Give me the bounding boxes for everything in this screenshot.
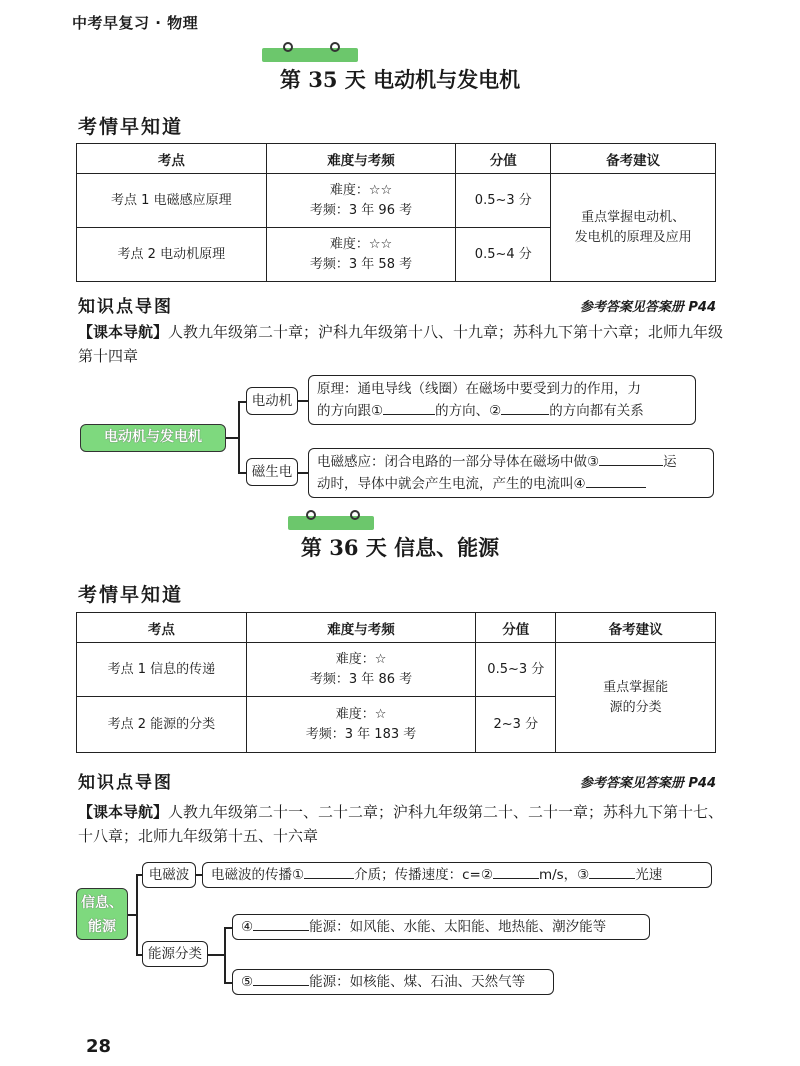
connector-line xyxy=(224,982,232,984)
difficulty-text: 难度：☆☆ xyxy=(329,236,393,252)
frequency-text: 考频：3 年 183 考 xyxy=(305,726,417,742)
col-header-advice: 备考建议 xyxy=(556,613,716,643)
frequency-text: 考频：3 年 86 考 xyxy=(309,671,413,687)
induction-line xyxy=(317,451,705,473)
text-fragment: 运 xyxy=(663,454,677,470)
day36-map-head: 知识点导图 xyxy=(78,773,173,793)
binder-ring-icon xyxy=(306,510,316,520)
day35-map-head: 知识点导图 xyxy=(78,297,173,317)
connector-line xyxy=(224,927,232,929)
score-cell: 2~3 分 xyxy=(476,697,556,753)
day35-info-table xyxy=(76,143,716,282)
score-cell: 0.5~4 分 xyxy=(456,228,551,282)
table-row xyxy=(77,174,716,228)
text-fragment: 电磁感应：闭合电路的一部分导体在磁场中做③ xyxy=(317,454,600,470)
text-fragment: 的方向跟① xyxy=(317,403,384,419)
connector-line xyxy=(136,874,138,954)
connector-line xyxy=(298,400,308,402)
day36-title-block xyxy=(0,532,800,562)
score-cell: 0.5~3 分 xyxy=(476,643,556,697)
col-header-difficulty: 难度与考频 xyxy=(246,613,476,643)
col-header-score: 分值 xyxy=(476,613,556,643)
advice-line: 重点掌握能 xyxy=(603,679,669,695)
blank-4 xyxy=(253,917,309,931)
mindmap-root: 电动机与发电机 xyxy=(80,424,226,452)
col-header-point: 考点 xyxy=(77,144,267,174)
point-cell: 考点 2 能源的分类 xyxy=(77,697,247,753)
day36-title: 第 36 天 信息、能源 xyxy=(300,535,500,560)
motor-principle-line xyxy=(317,400,687,422)
difficulty-cell xyxy=(266,174,456,228)
frequency-text: 考频：3 年 58 考 xyxy=(309,256,413,272)
mindmap-induction-text xyxy=(308,448,714,498)
col-header-difficulty: 难度与考频 xyxy=(266,144,456,174)
connector-line xyxy=(238,401,246,403)
guide-text: 人教九年级第二十章；沪科九年级第十八、十九章；苏科九下第十六章；北师九年级第十四章 xyxy=(78,323,724,365)
difficulty-text: 难度：☆ xyxy=(335,706,387,722)
blank-3 xyxy=(589,865,635,879)
text-fragment: 的方向都有关系 xyxy=(549,403,644,419)
mindmap-em-wave-text xyxy=(202,862,712,888)
text-fragment: 能源：如风能、水能、太阳能、地热能、潮汐能等 xyxy=(309,919,607,935)
point-cell: 考点 1 信息的传递 xyxy=(77,643,247,697)
day35-textbook-guide xyxy=(78,320,728,368)
col-header-advice: 备考建议 xyxy=(551,144,716,174)
guide-label: 【课本导航】 xyxy=(78,803,169,821)
col-header-score: 分值 xyxy=(456,144,551,174)
day36-info-table xyxy=(76,612,716,753)
text-fragment: ⑤ xyxy=(241,974,254,990)
mindmap-node-motor: 电动机 xyxy=(246,387,298,415)
connector-line xyxy=(298,472,308,474)
text-fragment: 动时，导体中就会产生电流，产生的电流叫④ xyxy=(317,476,586,492)
title-tab-decoration xyxy=(288,516,374,530)
root-line: 信息、 xyxy=(81,895,123,911)
blank-3 xyxy=(599,452,663,466)
difficulty-cell xyxy=(246,643,476,697)
col-header-point: 考点 xyxy=(77,613,247,643)
difficulty-cell xyxy=(246,697,476,753)
mindmap-renewable-text xyxy=(232,914,650,940)
day35-title: 第 35 天 电动机与发电机 xyxy=(279,67,521,92)
advice-line: 发电机的原理及应用 xyxy=(574,229,692,245)
advice-line: 重点掌握电动机、 xyxy=(581,209,686,225)
binder-ring-icon xyxy=(330,42,340,52)
mindmap-node-induction: 磁生电 xyxy=(246,458,298,486)
motor-principle-line: 原理：通电导线（线圈）在磁场中要受到力的作用，力 xyxy=(317,381,641,397)
book-header: 中考早复习 · 物理 xyxy=(72,14,199,32)
mindmap-root xyxy=(76,888,128,940)
binder-ring-icon xyxy=(283,42,293,52)
point-cell: 考点 2 电动机原理 xyxy=(77,228,267,282)
table-header-row xyxy=(77,613,716,643)
blank-2 xyxy=(501,401,549,415)
connector-line xyxy=(226,437,238,439)
mindmap-node-em-wave: 电磁波 xyxy=(142,862,196,888)
text-fragment: 能源：如核能、煤、石油、天然气等 xyxy=(309,974,526,990)
frequency-text: 考频：3 年 96 考 xyxy=(309,202,413,218)
difficulty-text: 难度：☆ xyxy=(335,651,387,667)
mindmap-nonrenewable-text xyxy=(232,969,554,995)
connector-line xyxy=(238,472,246,474)
day35-answer-ref: 参考答案见答案册 P44 xyxy=(579,300,716,315)
day35-section-head: 考情早知道 xyxy=(78,116,184,138)
difficulty-cell xyxy=(266,228,456,282)
connector-line xyxy=(224,927,226,983)
advice-cell xyxy=(551,174,716,282)
day36-section-head: 考情早知道 xyxy=(78,584,184,606)
induction-line xyxy=(317,473,705,495)
difficulty-text: 难度：☆☆ xyxy=(329,182,393,198)
text-fragment: 光速 xyxy=(635,867,663,883)
page-number: 28 xyxy=(86,1036,112,1057)
point-cell: 考点 1 电磁感应原理 xyxy=(77,174,267,228)
blank-5 xyxy=(253,972,309,986)
day36-textbook-guide xyxy=(78,800,728,848)
day36-answer-ref: 参考答案见答案册 P44 xyxy=(579,776,716,791)
root-line: 能源 xyxy=(88,919,116,935)
guide-label: 【课本导航】 xyxy=(78,323,169,341)
guide-text: 人教九年级第二十一、二十二章；沪科九年级第二十、二十一章；苏科九下第十七、十八章；北师九年级第十五、十六章 xyxy=(78,803,724,845)
advice-cell xyxy=(556,643,716,753)
table-header-row xyxy=(77,144,716,174)
mindmap-node-energy: 能源分类 xyxy=(142,941,208,967)
text-fragment: 介质；传播速度：c=② xyxy=(354,867,493,883)
connector-line xyxy=(128,914,136,916)
score-cell: 0.5~3 分 xyxy=(456,174,551,228)
text-fragment: 的方向、② xyxy=(435,403,502,419)
connector-line xyxy=(208,954,224,956)
text-fragment: ④ xyxy=(241,919,254,935)
text-fragment: m/s，③ xyxy=(538,867,590,883)
day35-title-block xyxy=(0,64,800,94)
blank-1 xyxy=(383,401,435,415)
connector-line xyxy=(238,401,240,473)
blank-2 xyxy=(493,865,539,879)
advice-line: 源的分类 xyxy=(609,699,662,715)
table-row xyxy=(77,643,716,697)
mindmap-motor-text xyxy=(308,375,696,425)
title-tab-decoration xyxy=(262,48,358,62)
blank-1 xyxy=(304,865,354,879)
text-fragment: 电磁波的传播① xyxy=(211,867,305,883)
binder-ring-icon xyxy=(350,510,360,520)
blank-4 xyxy=(586,474,646,488)
